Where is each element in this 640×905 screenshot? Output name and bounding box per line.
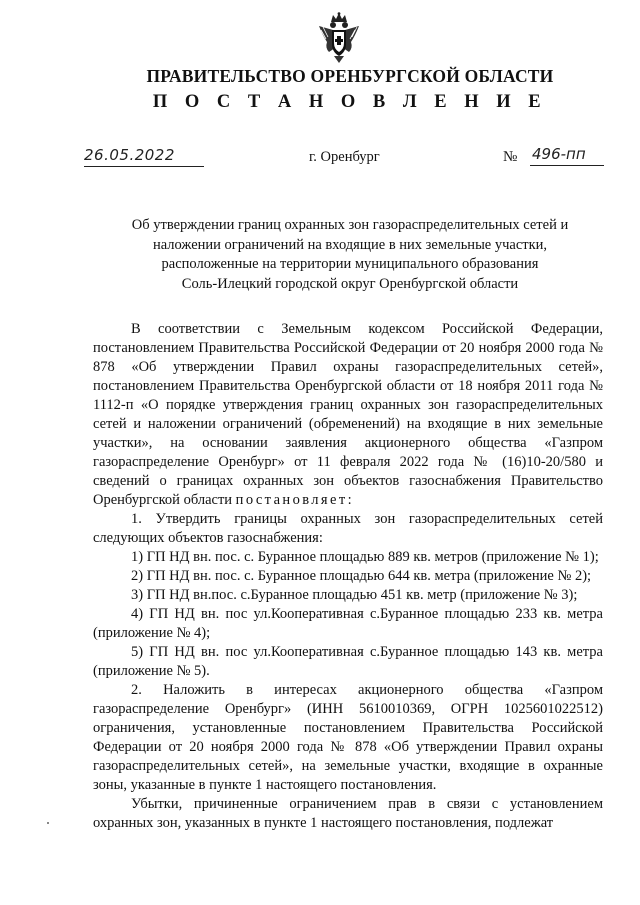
decree-subject [92, 216, 608, 294]
decree-body [93, 320, 603, 833]
item-2: 2. Наложить в интересах акционерного общества «Газпром газораспределение Оренбург» (ИНН 5610010369, ОГРН 1025601022512) ограничения, установленные постановлением Правительства Российской Федерации от 20 ноября 2000 года № 878 «Об утверждении Правил охраны газораспределительных сетей», на земельные участки, входящие в охранные зоны, указанные в пункте 1 настоящего постановления. [93, 682, 603, 793]
losses-paragraph: Убытки, причиненные ограничением прав в связи с установлением охранных зон, указанных в пункте 1 настоящего постановления, подлежат [93, 796, 603, 831]
government-title: ПРАВИТЕЛЬСТВО ОРЕНБУРГСКОЙ ОБЛАСТИ [146, 66, 554, 86]
scan-speck [47, 822, 49, 824]
subitem-1: 1) ГП НД вн. пос. с. Буранное площадью 889 кв. метров (приложение № 1); [131, 549, 599, 565]
coat-of-arms-icon [317, 12, 361, 64]
decree-number: 496-пп [530, 145, 604, 166]
item-1: 1. Утвердить границы охранных зон газораспределительных сетей следующих объектов газоснабжения: [93, 511, 603, 546]
subitem-5: 5) ГП НД вн. пос ул.Кооперативная с.Буранное площадью 143 кв. метра (приложение № 5). [93, 644, 603, 679]
decree-city: г. Оренбург [309, 149, 380, 165]
subject-line: Соль-Илецкий городской округ Оренбургской области [181, 275, 519, 292]
decides-word: постановляет: [235, 492, 354, 508]
intro-text: В соответствии с Земельным кодексом Российской Федерации, постановлением Правительства Российской Федерации от 20 ноября 2000 года № 878 «Об утверждении Правил охраны газораспределительных сетей», постановлением Правительства Оренбургской области от 18 ноября 2011 года № 1112-п «О порядке утверждения границ охранных зон газораспределительных сетей и наложении ограничений (обременений) на входящие в них земельные участки», на основании заявления акционерного общества «Газпром газораспределение Оренбург» от 11 февраля 2022 года № (16)10-20/580 и сведений о границах охранных зон объектов газоснабжения Правительство Оренбургской области [93, 321, 603, 508]
subject-line: наложении ограничений на входящие в них земельные участки, [152, 236, 548, 253]
intro-paragraph [93, 320, 603, 510]
subitem-4: 4) ГП НД вн. пос ул.Кооперативная с.Буранное площадью 233 кв. метра (приложение № 4); [93, 606, 603, 641]
subject-line: расположенные на территории муниципального образования [161, 256, 539, 273]
subject-line: Об утверждении границ охранных зон газораспределительных сетей и [131, 217, 569, 233]
decree-date: 26.05.2022 [84, 146, 204, 167]
document-type-title: П О С Т А Н О В Л Е Н И Е [152, 92, 548, 112]
subitem-2: 2) ГП НД вн. пос. с. Буранное площадью 644 кв. метра (приложение № 2); [131, 568, 592, 584]
subitem-3: 3) ГП НД вн.пос. с.Буранное площадью 451 кв. метр (приложение № 3); [131, 587, 578, 603]
number-sign: № [503, 149, 518, 165]
